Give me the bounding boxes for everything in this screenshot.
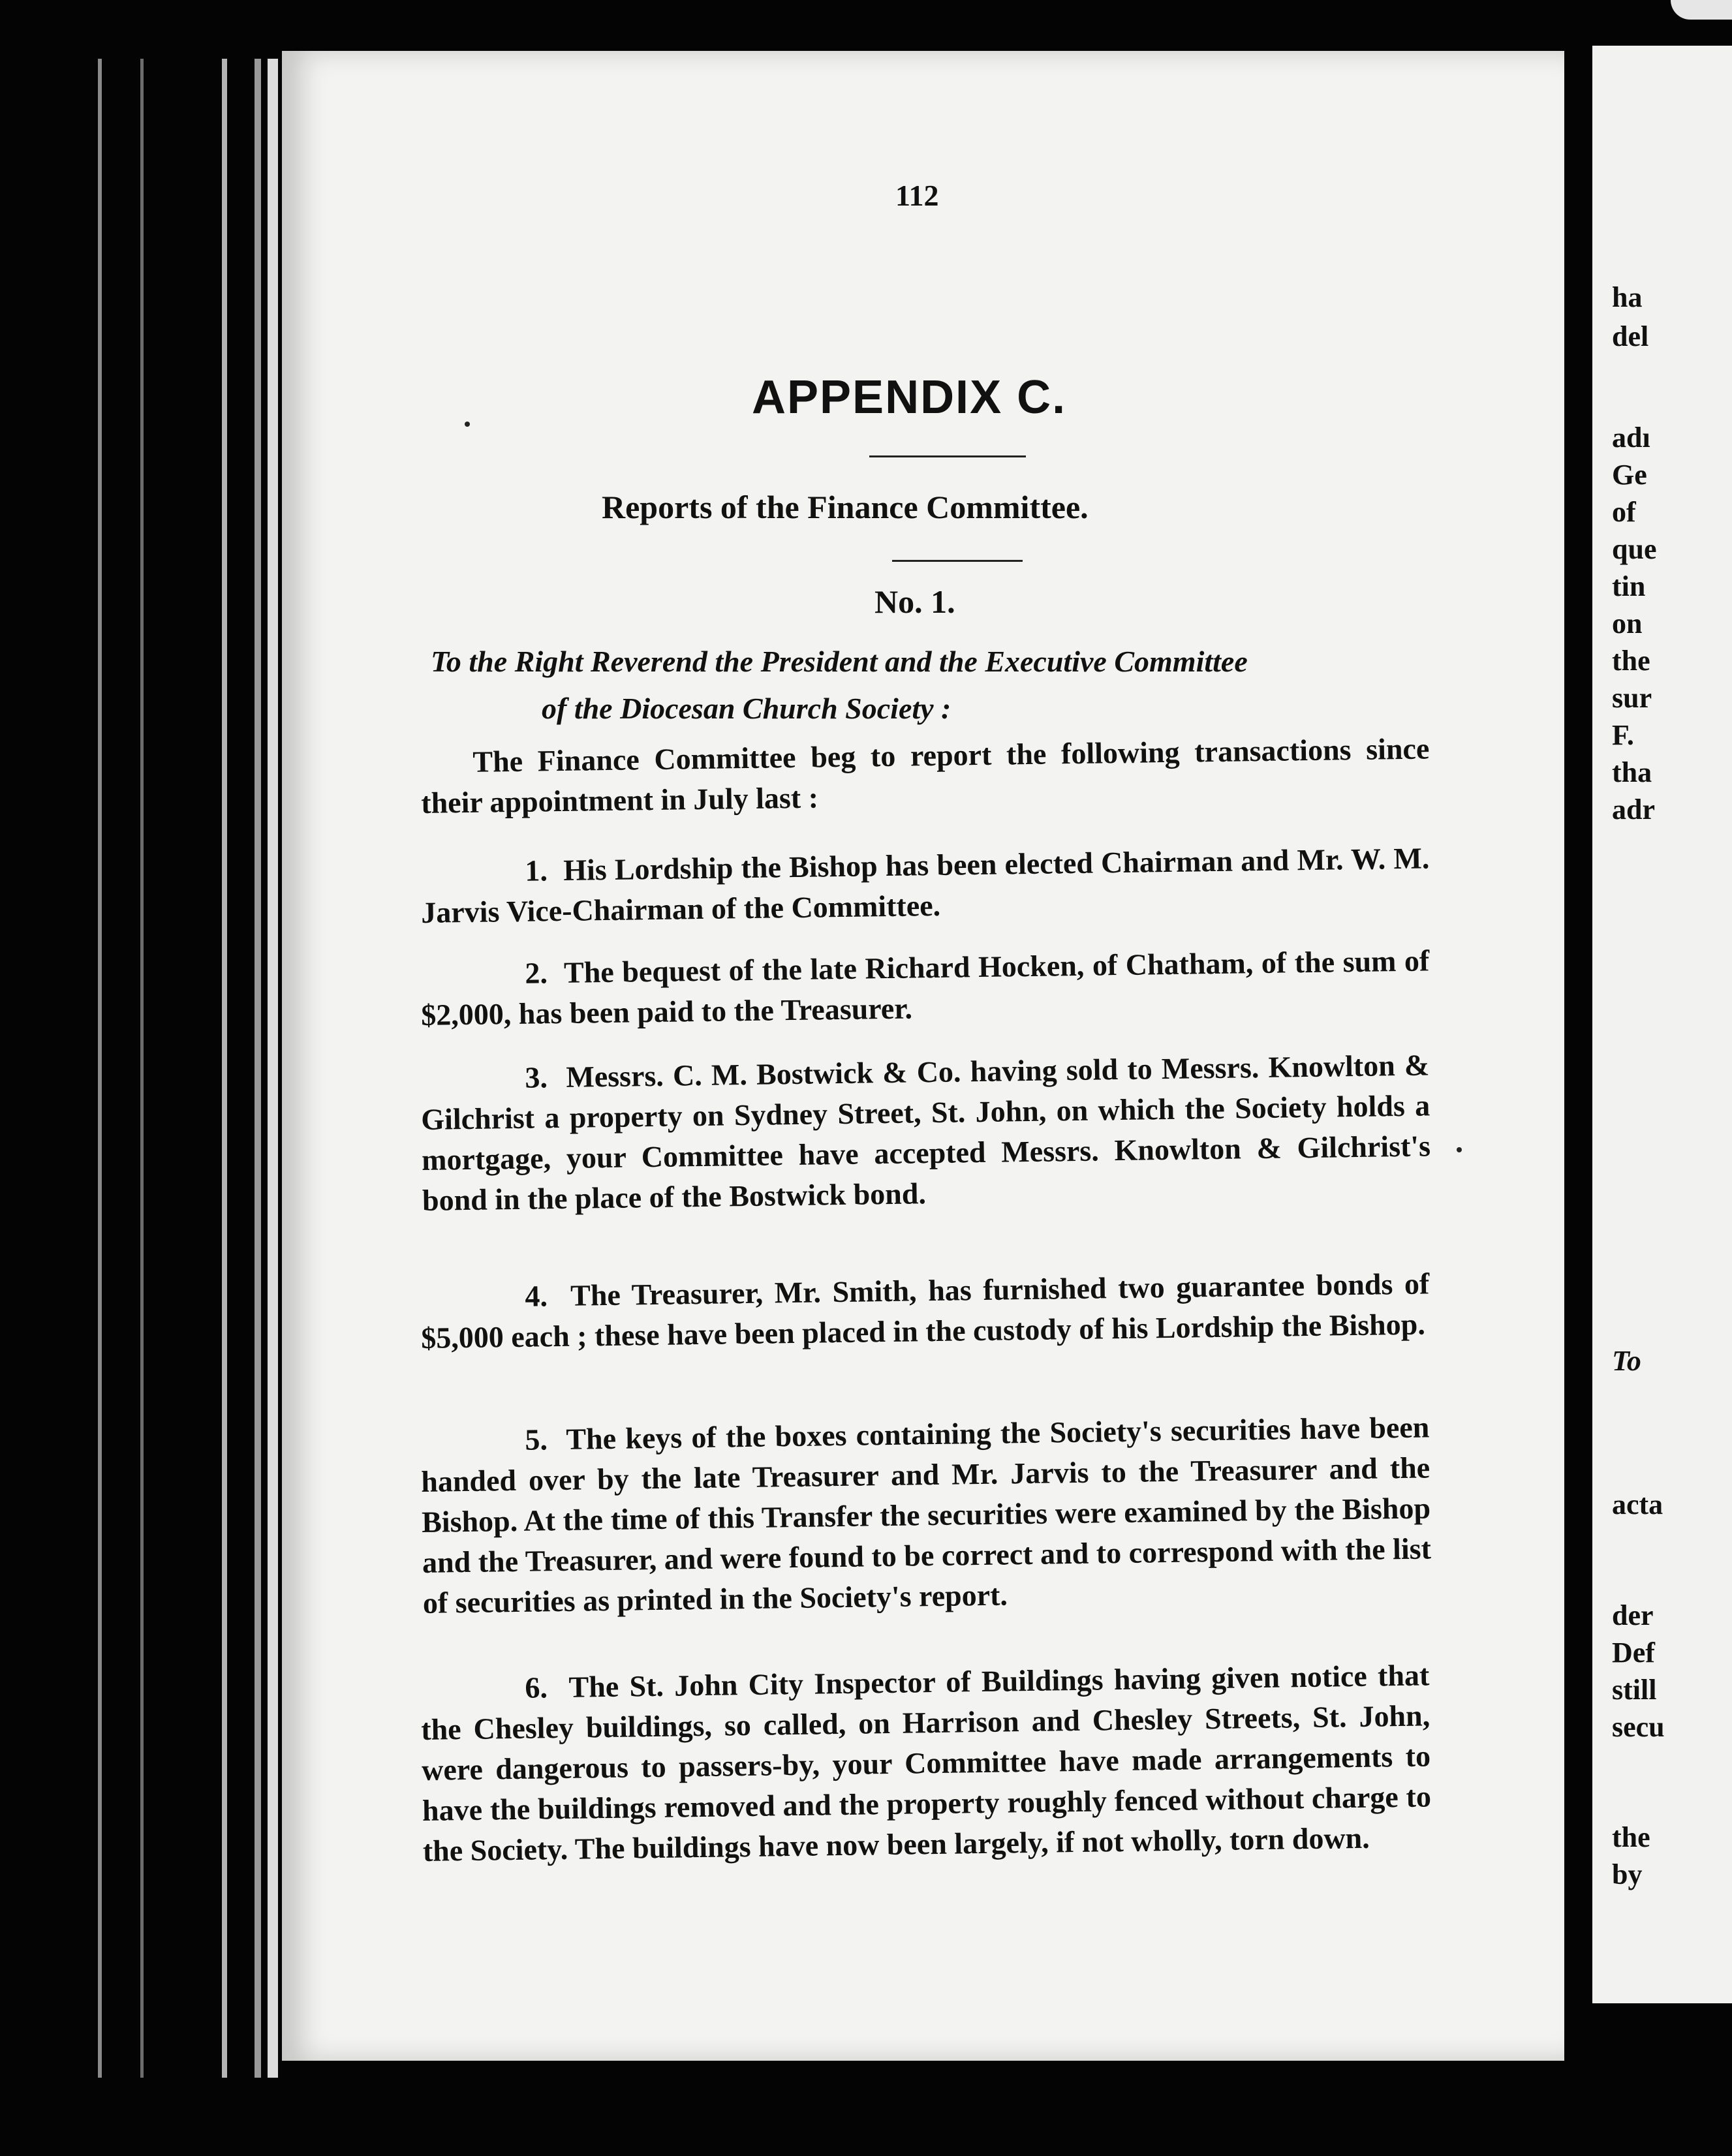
facing-fragment: acta <box>1612 1488 1663 1520</box>
report-number: No. 1. <box>874 583 955 620</box>
salutation-line-2: of the Diocesan Church Society : <box>542 692 951 725</box>
facing-fragment: ha <box>1612 281 1643 313</box>
page-edge <box>268 59 278 2078</box>
page-number: 112 <box>895 179 939 212</box>
facing-fragment: adr <box>1612 793 1655 825</box>
facing-fragment: the <box>1612 1821 1650 1853</box>
facing-fragment: F. <box>1612 719 1634 751</box>
facing-fragment: del <box>1612 320 1649 352</box>
item-text: The keys of the boxes containing the Society's securities have been handed over by the late Treasurer and Mr. Jarvis to the Treasurer and the Bishop. At the time of this Transfer the securities were examined by the Bishop and the Treasurer, and were found to be correct and to correspond with the list of securities as printed in the Society's report. <box>420 1410 1432 1620</box>
item-number: 2. <box>525 956 548 990</box>
left-page <box>282 51 1564 2061</box>
report-item <box>420 1407 1432 1624</box>
report-item <box>420 1045 1431 1221</box>
facing-fragment: the <box>1612 645 1650 677</box>
facing-fragment: Def <box>1612 1637 1655 1669</box>
report-item <box>420 1263 1430 1359</box>
intro-paragraph: The Finance Committee beg to report the following transactions since their appointment in July last : <box>420 732 1430 820</box>
facing-fragment: der <box>1612 1599 1654 1631</box>
print-speck <box>1457 1147 1462 1152</box>
item-text: The St. John City Inspector of Buildings having given notice that the Chesley buildings, so called, on Harrison and Chesley Streets, St. John, were dangerous to passers-by, your Committee have made arrangements to have the buildings removed and the property roughly fenced without charge to the Society. The buildings have now been largely, if not wholly, torn down. <box>420 1658 1432 1868</box>
report-item <box>420 1655 1432 1871</box>
report-item <box>420 838 1430 933</box>
item-text: His Lordship the Bishop has been elected Chairman and Mr. W. M. Jarvis Vice-Chairman of the Committee. <box>420 841 1430 929</box>
divider-rule <box>892 560 1023 562</box>
appendix-heading: APPENDIX C. <box>752 371 1067 424</box>
salutation-line-1: To the Right Reverend the President and the Executive Committee <box>431 645 1248 678</box>
item-number: 6. <box>525 1671 548 1704</box>
salutation <box>431 638 1248 732</box>
binding-edge <box>98 59 102 2078</box>
report-subheading: Reports of the Finance Committee. <box>602 489 1089 525</box>
report-item <box>420 940 1430 1036</box>
item-text: The bequest of the late Richard Hocken, of Chatham, of the sum of $2,000, has been paid to the Treasurer. <box>420 944 1430 1032</box>
facing-fragment: of <box>1612 496 1636 528</box>
item-number: 4. <box>525 1279 548 1313</box>
divider-rule <box>869 455 1026 457</box>
item-text: The Treasurer, Mr. Smith, has furnished two guarantee bonds of $5,000 each ; these have been placed in the custody of his Lordship the Bishop. <box>420 1267 1430 1355</box>
page-edge <box>255 59 261 2078</box>
facing-page <box>1592 46 1732 2003</box>
facing-fragment: by <box>1612 1858 1643 1890</box>
facing-fragment: tha <box>1612 756 1652 788</box>
binding-edge <box>140 59 144 2078</box>
facing-fragment: secu <box>1612 1711 1665 1743</box>
facing-fragment: still <box>1612 1674 1657 1706</box>
item-number: 1. <box>525 854 548 887</box>
item-number: 5. <box>525 1423 548 1456</box>
facing-fragment: sur <box>1612 682 1652 714</box>
facing-fragment: on <box>1612 608 1643 639</box>
item-number: 3. <box>525 1060 548 1094</box>
torn-page-corner <box>1671 0 1732 20</box>
facing-fragment: To <box>1612 1345 1641 1377</box>
page-edge <box>222 59 227 2078</box>
facing-fragment: Ge <box>1612 459 1647 491</box>
facing-fragment: tin <box>1612 570 1646 602</box>
print-speck <box>465 422 470 427</box>
facing-fragment: que <box>1612 533 1657 565</box>
item-text: Messrs. C. M. Bostwick & Co. having sold to Messrs. Knowlton & Gilchrist a property on Sydney Street, St. John, on which the Society holds a mortgage, your Committee have accepted Messrs. Knowlton & Gilchrist's bond in the place of the Bostwick bond. <box>420 1048 1431 1217</box>
facing-fragment: adı <box>1612 422 1650 454</box>
